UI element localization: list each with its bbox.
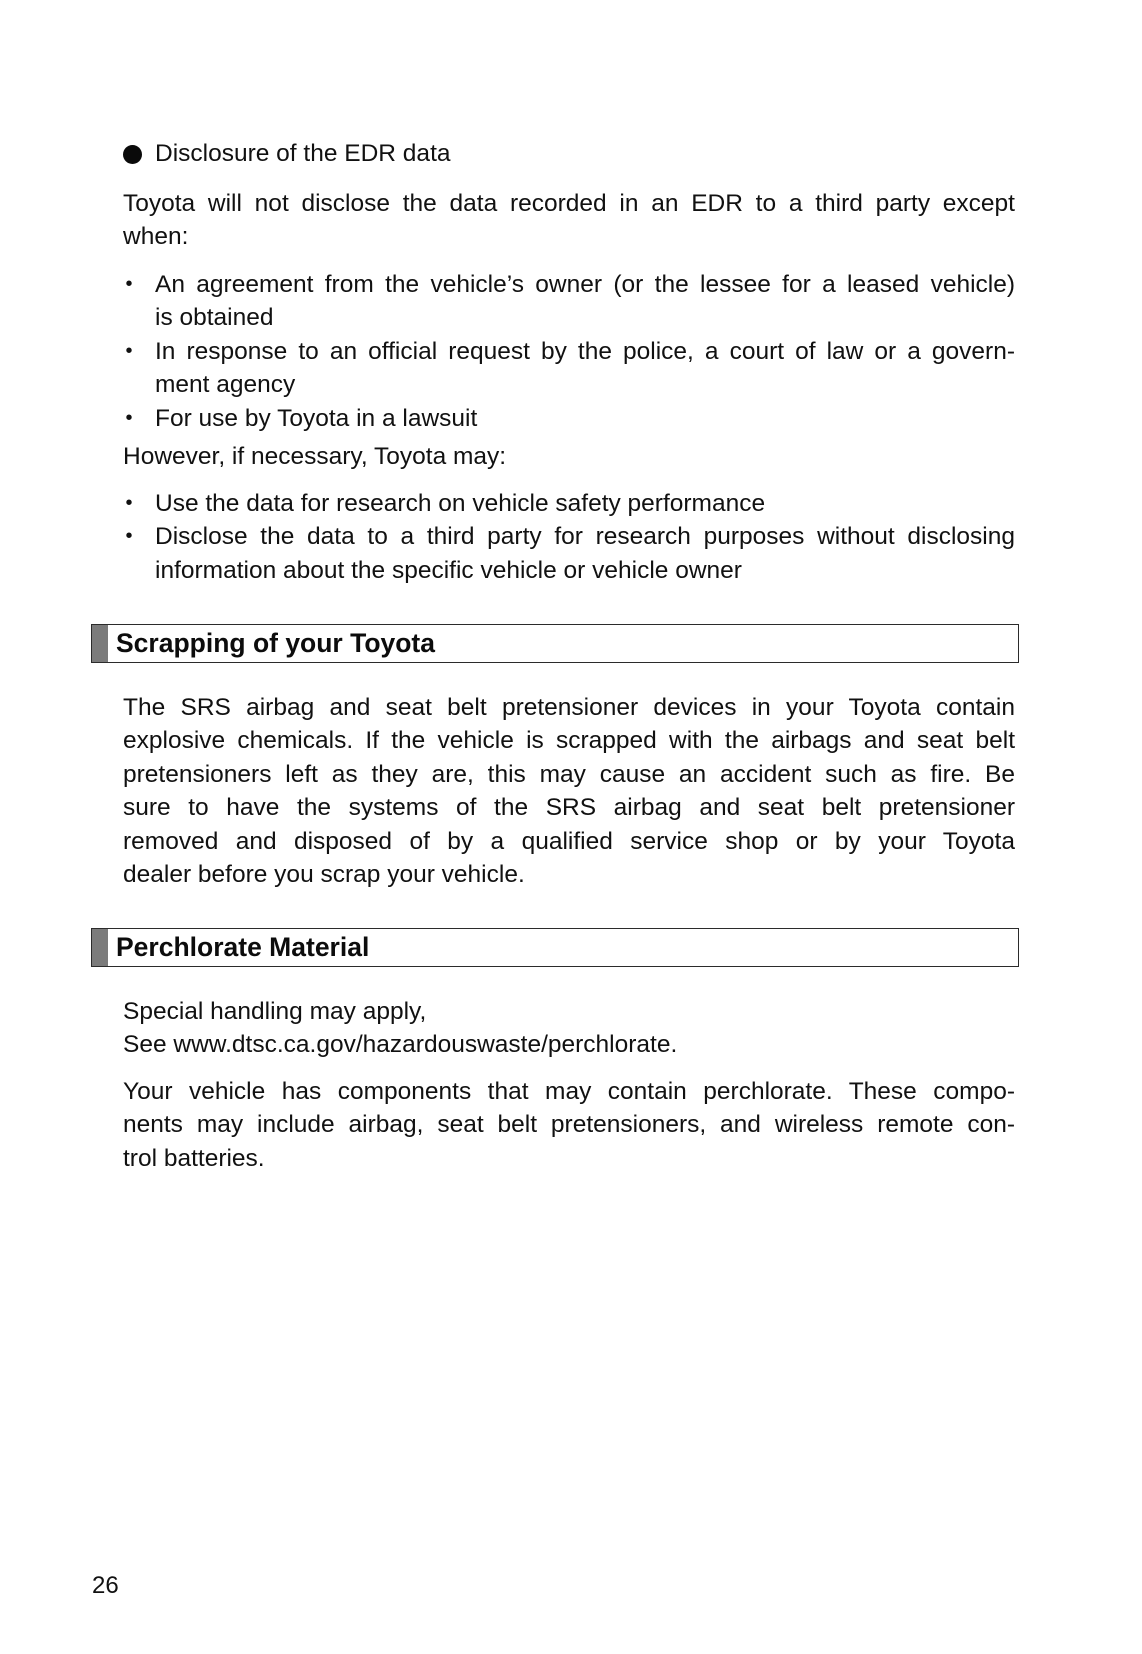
perchlorate-paragraph	[123, 1075, 1015, 1175]
text-line: Your vehicle has components that may contain perchlorate. These compo-	[123, 1078, 1015, 1105]
edr-intro-paragraph	[123, 187, 1015, 254]
text-line: nents may include airbag, seat belt pretensioners, and wireless remote con-	[123, 1111, 1015, 1139]
text-line: when:	[123, 223, 189, 251]
text-line: Toyota will not disclose the data recorded in an EDR to a third party except	[123, 190, 1015, 217]
section-heading-text: Scrapping of your Toyota	[116, 628, 435, 658]
text-line: The SRS airbag and seat belt pretensioner devices in your Toyota contain	[123, 694, 1015, 721]
bullet-icon: •	[125, 525, 133, 548]
text-line: pretensioners left as they are, this may cause an accident such as fire. Be	[123, 760, 1015, 788]
edr-however-line	[123, 440, 1015, 473]
bullet-icon: •	[125, 492, 133, 514]
list-item	[123, 520, 1015, 587]
perchlorate-notice	[123, 995, 1015, 1062]
perchlorate-url-text: See www.dtsc.ca.gov/hazardouswaste/perchlorate.	[123, 1031, 678, 1059]
list-item	[123, 268, 1015, 335]
heading-bar-decoration	[92, 929, 108, 966]
edr-subheading	[123, 137, 451, 171]
list-item	[123, 402, 1015, 435]
page-number: 26	[92, 1572, 119, 1599]
text-line: trol batteries.	[123, 1144, 265, 1172]
list-item	[123, 335, 1015, 402]
text-line: Use the data for research on vehicle safety performance	[155, 490, 766, 517]
text-line: However, if necessary, Toyota may:	[123, 443, 507, 470]
text-line: removed and disposed of by a qualified service shop or by your Toyota	[123, 827, 1015, 855]
heading-bar-decoration	[92, 625, 108, 662]
text-line: An agreement from the vehicle’s owner (or the lessee for a leased vehicle)	[155, 271, 1015, 298]
text-line: Disclose the data to a third party for research purposes without disclosing	[155, 523, 1015, 551]
bullet-icon: •	[125, 339, 133, 362]
text-line: ment agency	[155, 371, 296, 399]
text-line: dealer before you scrap your vehicle.	[123, 861, 525, 889]
filled-circle-icon	[123, 145, 142, 164]
section-heading-scrapping	[91, 624, 1019, 663]
section-heading-perchlorate	[91, 928, 1019, 967]
section-heading-text: Perchlorate Material	[116, 932, 370, 962]
list-item	[123, 487, 1015, 520]
scrapping-paragraph	[123, 691, 1015, 891]
edr-permitted-uses-list	[123, 487, 1015, 587]
text-line: information about the specific vehicle or vehicle owner	[155, 556, 742, 584]
bullet-icon: •	[125, 273, 133, 295]
bullet-icon: •	[125, 406, 133, 429]
edr-conditions-list	[123, 268, 1015, 435]
text-line: is obtained	[155, 304, 274, 332]
text-line: Special handling may apply,	[123, 998, 427, 1025]
text-line: In response to an official request by the police, a court of law or a govern-	[155, 337, 1015, 365]
text-line: For use by Toyota in a lawsuit	[155, 404, 478, 432]
text-line: sure to have the systems of the SRS airbag and seat belt pretensioner	[123, 794, 1015, 822]
edr-subheading-text: Disclosure of the EDR data	[155, 140, 451, 167]
text-line: explosive chemicals. If the vehicle is scrapped with the airbags and seat belt	[123, 727, 1015, 755]
